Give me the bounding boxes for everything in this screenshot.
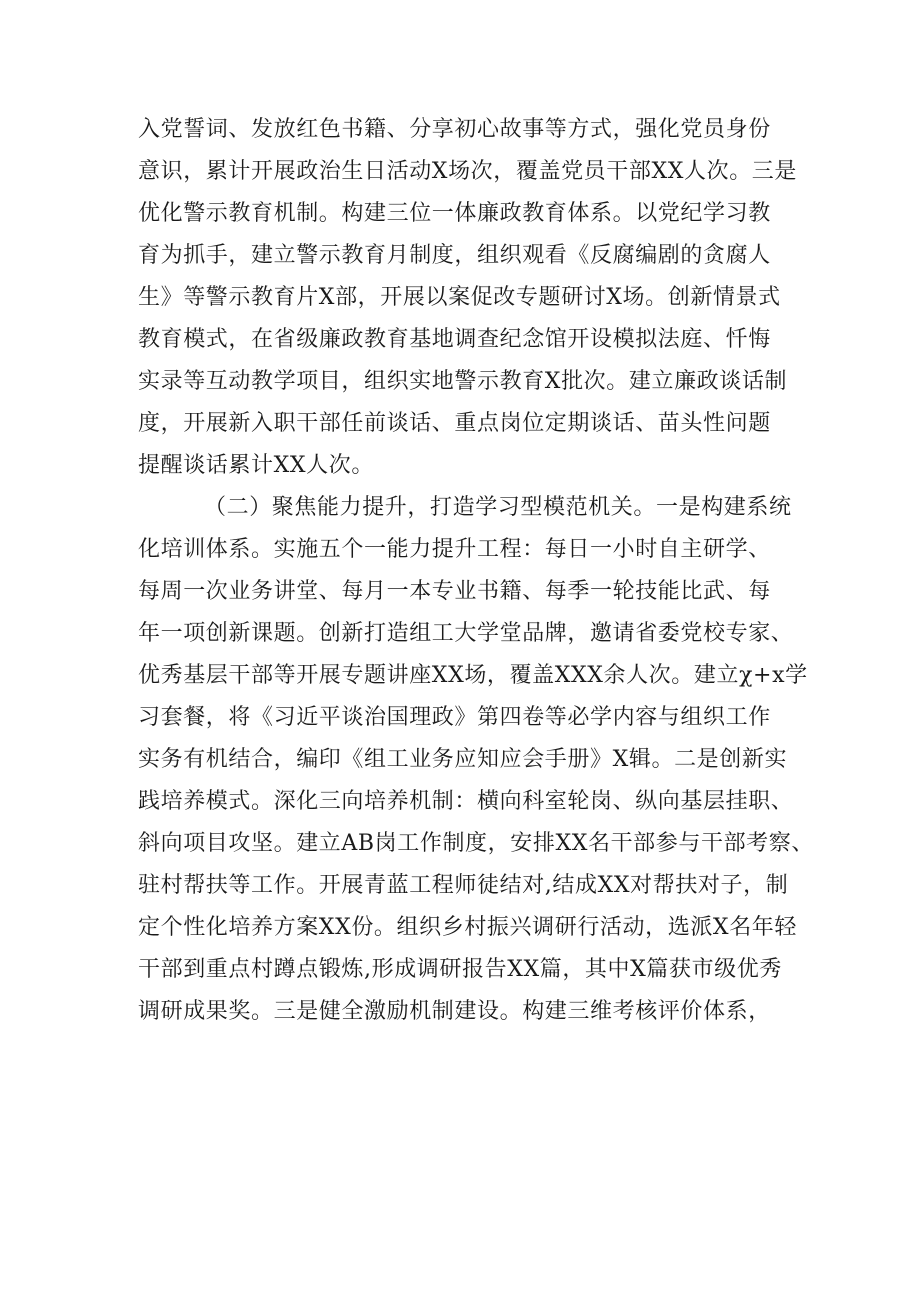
text-line: 每周一次业务讲堂、每月一本专业书籍、每季一轮技能比武、每 <box>138 579 771 604</box>
text-line: 入党誓词、发放红色书籍、分享初心故事等方式，强化党员身份 <box>138 117 771 142</box>
text-line: 实录等互动教学项目，组织实地警示教育X批次。建立廉政谈话制 <box>138 369 788 394</box>
text-line: 化培训体系。实施五个一能力提升工程：每日一小时自主研学、 <box>138 537 771 562</box>
text-line: 度，开展新入职干部任前谈话、重点岗位定期谈话、苗头性问题 <box>138 411 771 436</box>
text-line: 调研成果奖。三是健全激励机制建设。构建三维考核评价体系， <box>138 999 771 1024</box>
text-line: 生》等警示教育片X部，开展以案促改专题研讨X场。创新情景式 <box>138 285 781 310</box>
text-line: 意识，累计开展政治生日活动X场次，覆盖党员干部XX人次。三是 <box>138 159 797 184</box>
text-line: 优化警示教育机制。构建三位一体廉政教育体系。以党纪学习教 <box>138 201 771 226</box>
text-line: 年一项创新课题。创新打造组工大学堂品牌，邀请省委党校专家、 <box>138 621 794 646</box>
document-body <box>138 109 828 1033</box>
text-line: 驻村帮扶等工作。开展青蓝工程师徒结对,结成XX对帮扶对子，制 <box>138 873 789 898</box>
text-line: 践培养模式。深化三向培养机制：横向科室轮岗、纵向基层挂职、 <box>138 789 794 814</box>
text-line: 实务有机结合，编印《组工业务应知应会手册》X辑。二是创新实 <box>138 747 788 772</box>
text-line: 习套餐，将《习近平谈治国理政》第四卷等必学内容与组织工作 <box>138 705 771 730</box>
paragraph-1 <box>138 109 828 487</box>
text-line: （二）聚焦能力提升，打造学习型模范机关。一是构建系统 <box>204 495 792 520</box>
paragraph-2 <box>138 487 828 1033</box>
text-line: 斜向项目攻坚。建立AB岗工作制度，安排XX名干部参与干部考察、 <box>138 831 814 856</box>
text-line: 优秀基层干部等开展专题讲座XX场，覆盖XXX余人次。建立χ+x学 <box>138 663 808 688</box>
text-line: 教育模式，在省级廉政教育基地调查纪念馆开设模拟法庭、忏悔 <box>138 327 771 352</box>
text-line: 提醒谈话累计XX人次。 <box>138 453 374 478</box>
text-line: 育为抓手，建立警示教育月制度，组织观看《反腐编剧的贪腐人 <box>138 243 771 268</box>
text-line: 干部到重点村蹲点锻炼,形成调研报告XX篇，其中X篇获市级优秀 <box>138 957 782 982</box>
text-line: 定个性化培养方案XX份。组织乡村振兴调研行活动，选派X名年轻 <box>138 915 797 940</box>
